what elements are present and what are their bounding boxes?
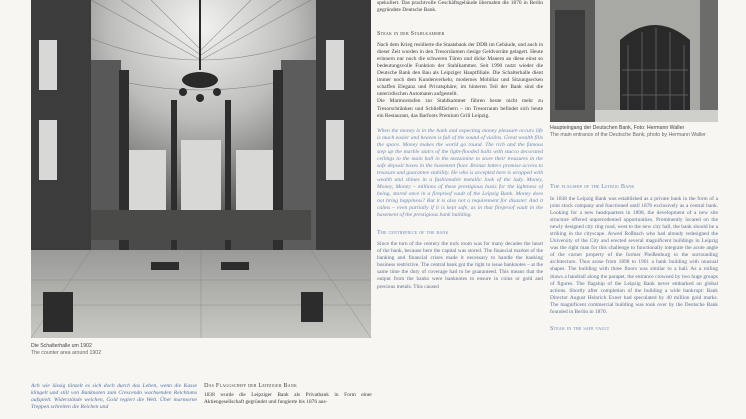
centrepiece-heading: The centrepiece of the bank — [377, 229, 449, 237]
middle-column — [377, 0, 543, 419]
counter-hall-caption — [31, 343, 231, 356]
entrance-photo — [550, 0, 718, 122]
entrance-illustration — [550, 0, 718, 122]
intro-paragraph: spekuliert. Das prachtvolle Geschäftsgebäude übernahm die 1870 in Berlin gegründete Deutsche Bank. — [377, 0, 543, 14]
german-flagship-text: 1838 wurde die Leipziger Bank als Privatbank in Form einer Aktiengesellschaft gegründet und fungierte bis 1876 aus- — [204, 392, 372, 406]
english-quote: When the money is in the bank and expecting money pleasure occurs life is much easier and heaven is full of the sound of violins. Great wealth fills the space. Money makes the world go round. The rich and the famous step up the marble stairs of the light-flooded halls with stucco decorated ceilings to the main hall in the mezzanine to store their treasures in the safe deposit boxes in the basement floor. Bronze letters promise access to treasure and guarantee stability. He who is accepted here is wrapped with wealth and shines in a fashionable metallic look of the lady. Money, Money, Money – millions of these prestigious basis for the lightness of being, stored once in a fireproof vault of the Leipzig Bank. Money does not bring happiness? But it is also not a requirement for disaster. And it calms – even partially if it is kept safe, as in that fireproof vault in the basement of the prestigious bank building. — [377, 127, 543, 219]
safe-vault-heading: Steak in der Stahlkammer — [377, 30, 445, 38]
safe-vault-paragraph-1: Nach dem Krieg residierte die Staatsbank der DDR im Gebäude, und auch in dieser Zeit wurden in den Tresorräumen riesige Geldvorräte gelagert. Heute erinnern nur noch die schweren Türen und dicke Mauern an diese einst so bedeutungsvolle Funktion der Stahlkammer. Seit 1990 nutzt wieder die Deutsche Bank den Bau als Leipziger Hauptfiliale. Die Schalterhalle dient immer noch dem Kundenverkehr, modernes Mobiliar und Sitzungsecken schaffen Eleganz und Privatsphäre; im hinteren Teil der Bank sind die unterirdischen Automaten aufgestellt. — [377, 42, 543, 98]
caption-german: Die Schalterhalle um 1902 — [31, 343, 92, 349]
right-column — [550, 183, 718, 419]
german-flagship-heading: Das Flaggschiff der Leipziger Bank — [204, 382, 298, 389]
entrance-caption — [550, 125, 740, 138]
counter-hall-photo — [31, 0, 371, 338]
entrance-caption-german: Haupteingang der Deutschen Bank, Foto: Hermann Waller — [550, 125, 685, 131]
counter-hall-illustration — [31, 0, 371, 338]
entrance-caption-english: The main entrance of the Deutsche Bank, photo by Hermann Waller — [550, 131, 706, 138]
flagship-paragraph: In 1838 the Leipzig Bank was established as a private bank in the form of a joint stock company and functioned until 1876 exclusively as a central bank. Looking for a new headquarters in 1898, the development of a new site structure offered unprecedented opportunities. Prominently located on the newly designed city ring road, west to the new city hall, the bank should be a striking in the cityscape. Arwed Roßbach who had already redesigned the University of the City and erected several magnificent buildings in Leipzig was the right man for this challenge to functionally integrate the acute angle of the corner property of the former Pleißenburg to the surrounding architecture. Thus arose from 1898 to 1901 a bank building with unusual shapes. The building with three floors was similar to a hall. As a rolling draws a handrail along the parapet, the entrance crowned by two huge groups of figures. The flagship of the Leipzig Bank never embarked on global actions. Shortly after completion of the building a wide bankrupt: Bank Director August Heinrich Exner had speculated by 40 million gold marks. The magnificent commercial building was took over by the Deutsche Bank founded in Berlin in 1870. — [550, 196, 718, 315]
centrepiece-paragraph: Since the turn of the century the tuck room was for many decades the heart of the bank, because here the capital was stored. The financial market of the banking and financial crises made it necessary to handle the banking business restrictive. The central bank got the right to issue banknotes – at the same time the duty of coverage had to be guaranteed. This means that the output from the banks were banknotes to ensure in coins or gold and precious metals. This caused — [377, 241, 543, 290]
safe-vault-paragraph-2: Die Marmorstufen zur Stahlkammer führen heute nicht mehr zu Tresorschränken und Schließfächern – im Tresorraum befindet sich heute ein Restaurant, das Barfoots Premium Grill Leipzig. — [377, 98, 543, 119]
german-flagship-section — [204, 382, 372, 419]
flagship-heading: The flagship of the Leipzig Bank — [550, 183, 635, 190]
caption-english: The counter area around 1902 — [31, 349, 102, 356]
german-quote: Ach wie lässig tänzelt es sich doch durch das Leben, wenn die Kasse klingelt und still von Banknoten zum Crescendo wachsenden Reichtums aufspielt. Widerstände weichen, Gold regiert die Welt. Über marmorne Treppen schreiten die Reichen und — [31, 383, 197, 411]
steak-heading: Steak in the safe vault — [550, 324, 610, 332]
